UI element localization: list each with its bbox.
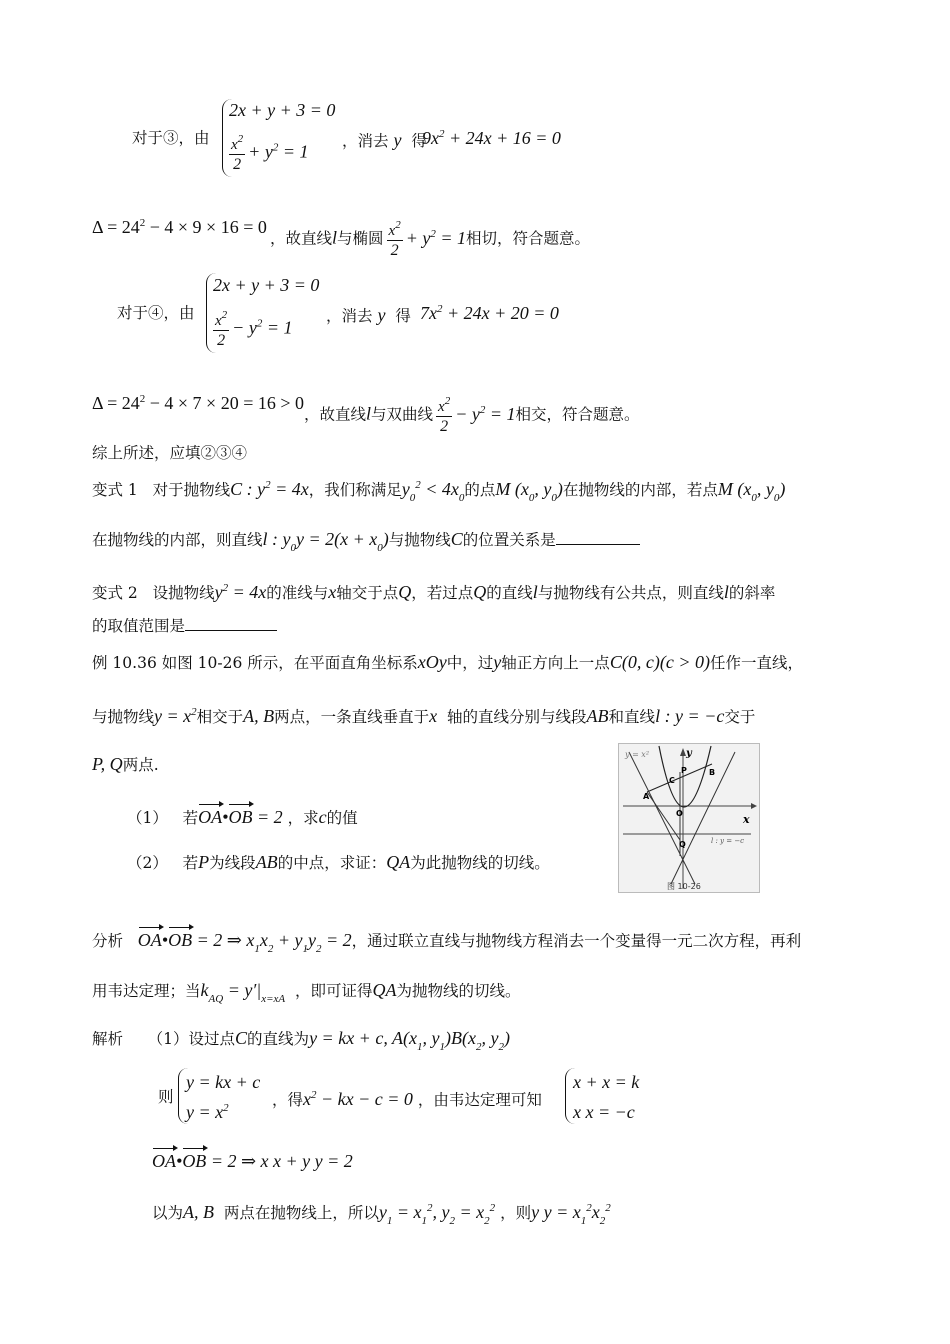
variant-2-line-a: 变式 2 设抛物线$y^2 = 4x$的准线与x轴交于点Q，若过点Q的直线l与抛物线有公共点，则直线l的斜率 bbox=[92, 582, 776, 602]
line-1-eliminate: ，消去 y 得 bbox=[342, 130, 427, 150]
line-2-delta: $\Delta = 24^2 - 4 \times 9 \times 16 = 0$ bbox=[92, 217, 267, 237]
vieta-sum: x + x = k bbox=[573, 1072, 640, 1092]
system-2-eq-a: 2x + y + 3 = 0 bbox=[213, 275, 320, 295]
system-3-eq-b: $y = x^2$ bbox=[186, 1102, 229, 1122]
system-1-eq-b: $\frac{x^2}{2}$ + $y^2 = 1$ bbox=[231, 133, 309, 173]
solution-then: 则 bbox=[158, 1088, 174, 1106]
answer-blank-2[interactable] bbox=[185, 629, 277, 631]
variant-2-line-b: 的取值范围是 bbox=[92, 619, 277, 635]
system-2-eq-b: $\frac{x^2}{2}$ − $y^2 = 1$ bbox=[215, 309, 293, 349]
question-1: （1） 若OA•OB = 2 ，求c的值 bbox=[127, 807, 358, 827]
line-1-result: $9x^2 + 24x + 16 = 0$ bbox=[422, 128, 561, 148]
solution-line-a: 解析 （1）设过点C的直线为y = kx + c, $A(x_1$, $y_1)B(x_2$, $y_2$) bbox=[92, 1028, 510, 1053]
figure-diagram bbox=[619, 744, 759, 892]
label-o: O bbox=[676, 809, 683, 818]
line-3-prefix: 对于④，由 bbox=[117, 304, 195, 322]
label-x: x bbox=[743, 813, 750, 826]
vieta-product: x x = −c bbox=[573, 1102, 635, 1122]
figure-caption: 图 10-26 bbox=[667, 882, 701, 891]
line-3-result: $7x^2 + 24x + 20 = 0$ bbox=[420, 303, 559, 323]
solution-last-line: 以为A, B 两点在抛物线上，所以$y_1 = x_1^2$, $y_2 = x_2^2$ ，则y $y = x_1^2x_2^2$ bbox=[152, 1202, 611, 1227]
label-y: y bbox=[686, 748, 692, 759]
question-2: （2） 若P为线段AB的中点，求证：QA为此抛物线的切线。 bbox=[127, 852, 550, 872]
label-b: B bbox=[709, 768, 716, 777]
line-l-label: l : y = −c bbox=[711, 837, 745, 845]
label-c: C bbox=[669, 776, 675, 785]
solution-dot-product: OA•OB = 2 ⇒ x x + y y = 2 bbox=[152, 1151, 353, 1171]
answer-blank-1[interactable] bbox=[556, 543, 640, 545]
line-1-prefix: 对于③，由 bbox=[132, 129, 210, 147]
example-line-b: 与抛物线$y = x^2$相交于A, B两点，一条直线垂直于x 轴的直线分别与线段AB和直线l : y = −c交于 bbox=[92, 706, 756, 726]
variant-1-line-a: 变式 1 对于抛物线C : $y^2 = 4x$，我们称满足$y_0^2 < 4x_0$的点M ($x_0$, $y_0$)在抛物线的内部，若点M ($x_0$, $y_0$) bbox=[92, 479, 786, 504]
line-2-text: ，故直线l与椭圆 $\frac{x^2}{2}$ + $y^2 = 1$相切，符合题意。 bbox=[270, 219, 591, 259]
summary: 综上所述，应填②③④ bbox=[92, 444, 248, 462]
x-axis-arrow bbox=[751, 803, 757, 809]
figure-10-26 bbox=[618, 743, 760, 893]
line-3-eliminate: ，消去 y 得 bbox=[326, 305, 411, 325]
label-a: A bbox=[643, 792, 650, 801]
variant-1-line-b: 在抛物线的内部，则直线l : $y_0y = 2(x + x_0)$与抛物线C的位置关系是 bbox=[92, 530, 640, 554]
line-4-text: ，故直线l与双曲线 $\frac{x^2}{2}$ − $y^2 = 1$相交，符合题意。 bbox=[304, 395, 640, 435]
solution-quadratic: ，得$x^2$ − kx − c = 0 ，由韦达定理可知 bbox=[272, 1089, 542, 1109]
analysis-line-b: 用韦达定理；当$k_{AQ} = y'|_{x=xA}$ ，即可证得QA为抛物线的切线。 bbox=[92, 980, 521, 1005]
example-line-a: 例 10.36 如图 10-26 所示，在平面直角坐标系xOy中，过y轴正方向上一点C(0, c)(c > 0)任作一直线， bbox=[92, 652, 803, 672]
line-4-delta: $\Delta = 24^2 - 4 \times 7 \times 20 = 16 > 0$ bbox=[92, 393, 304, 413]
example-line-c: P, Q两点. bbox=[92, 754, 159, 774]
system-3-eq-a: y = kx + c bbox=[186, 1072, 261, 1092]
label-p: P bbox=[681, 766, 687, 775]
label-q: Q bbox=[679, 840, 686, 849]
analysis-line-a: 分析 OA•OB = 2 ⇒ $x_1x_2 + y_1y_2 = 2$，通过联立直线与抛物线方程消去一个变量得一元二次方程，再利 bbox=[92, 930, 802, 955]
system-1-eq-a: 2x + y + 3 = 0 bbox=[229, 100, 336, 120]
figure-title: y = x² bbox=[625, 750, 650, 759]
